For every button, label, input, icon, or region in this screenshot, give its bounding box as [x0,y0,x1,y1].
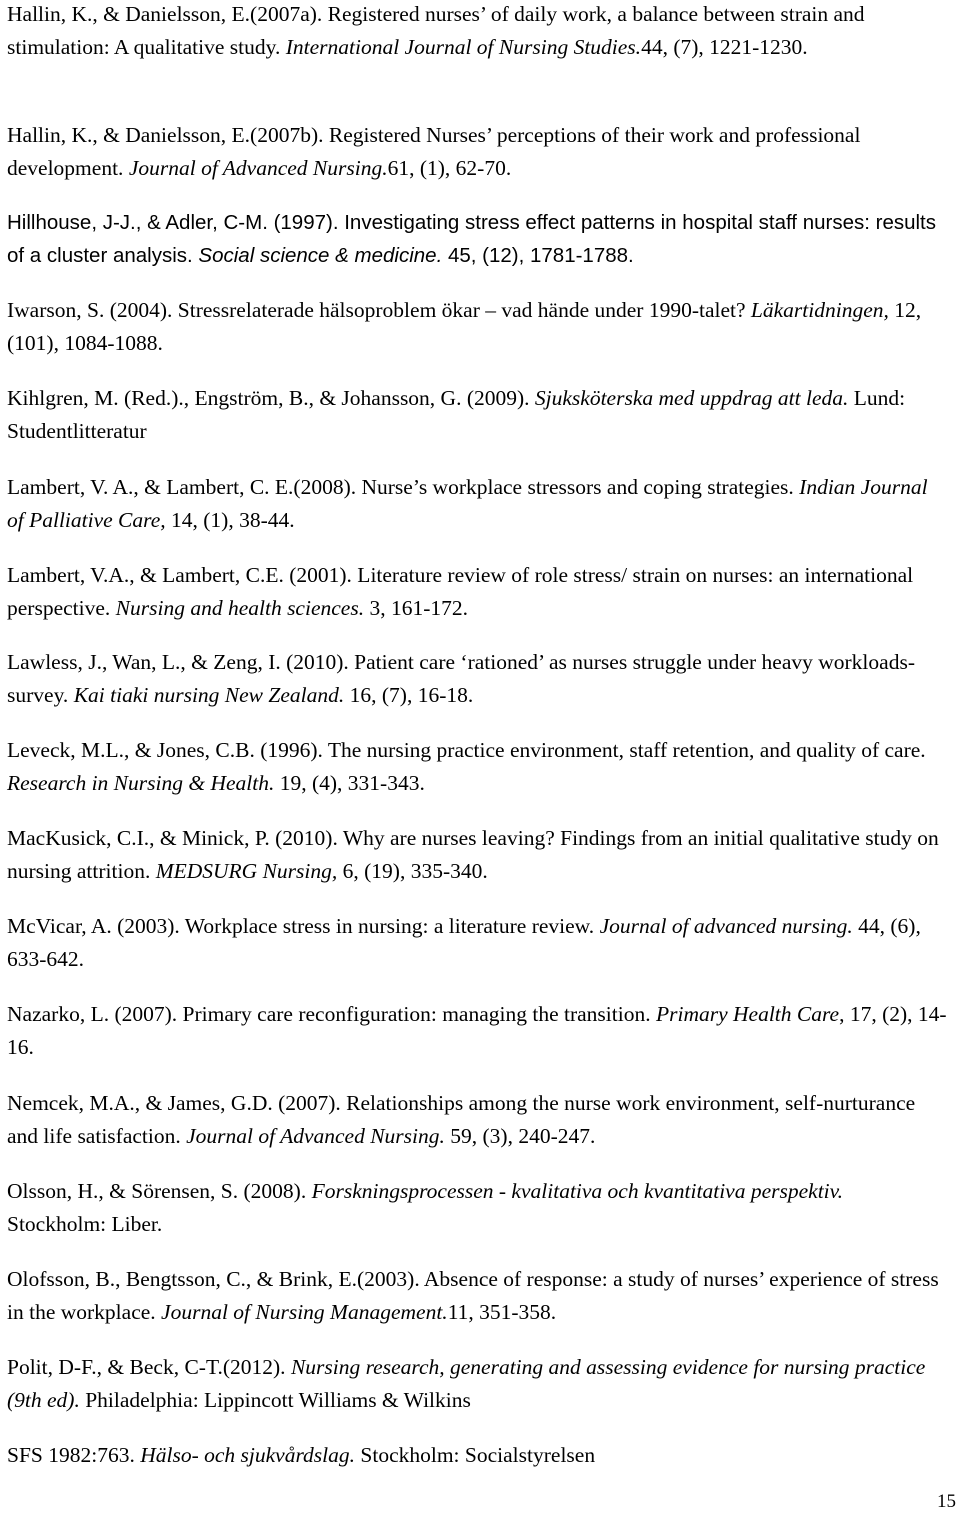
reference-text: 12, (101), 1084-1088. [7,298,922,355]
reference-title-italic: Journal of Advanced Nursing. [128,156,388,180]
reference-text: 3, 161-172. [364,596,468,620]
reference-text: Stockholm: Liber. [7,1212,163,1236]
reference-hillhouse-1997 [7,206,947,272]
reference-title-italic: Hälso- och sjukvårdslag. [140,1443,356,1467]
reference-text: 59, (3), 240-247. [444,1124,596,1148]
reference-title-italic: Nursing and health sciences. [115,596,365,620]
reference-text: Olsson, H., & Sörensen, S. (2008). [7,1179,312,1203]
reference-text: 6, (19), 335-340. [337,859,488,883]
reference-text: Hillhouse, J-J., & Adler, C-M. (1997). Investigating stress effect patterns in hospital staff nurses: results of a cluster analysis. [7,211,936,267]
reference-text: 19, (4), 331-343. [274,771,425,795]
reference-hallin-2007a [7,0,947,64]
reference-leveck-1996 [7,734,947,800]
reference-text: Hallin, K., & Danielsson, E.(2007b). Registered Nurses’ perceptions of their work and professional development. [7,123,861,180]
reference-nemcek-2007 [7,1087,947,1153]
reference-title-italic: Social science & medicine. [198,244,443,267]
reference-title-italic: Journal of Nursing Management. [161,1300,448,1324]
reference-title-italic: Research in Nursing & Health. [7,771,275,795]
reference-text: Lund: Studentlitteratur [7,386,906,443]
reference-text: MacKusick, C.I., & Minick, P. (2010). Why are nurses leaving? Findings from an initial qualitative study on nursing attrition. [7,826,939,883]
reference-text: McVicar, A. (2003). Workplace stress in nursing: a literature review. [7,914,600,938]
reference-title-italic: Journal of advanced nursing. [599,914,853,938]
reference-text: Leveck, M.L., & Jones, C.B. (1996). The nursing practice environment, staff retention, and quality of care. [7,738,926,762]
reference-text: Nemcek, M.A., & James, G.D. (2007). Relationships among the nurse work environment, self-nurturance and life satisfaction. [7,1091,916,1148]
page-number: 15 [937,1491,956,1512]
reference-mackusick-2010 [7,822,947,888]
reference-text: Olofsson, B., Bengtsson, C., & Brink, E.(2003). Absence of response: a study of nurses’ experience of stress in the workplace. [7,1267,939,1324]
reference-text: Philadelphia: Lippincott Williams & Wilkins [79,1388,471,1412]
reference-title-italic: Journal of Advanced Nursing. [186,1124,445,1148]
reference-title-italic: International Journal of Nursing Studies. [285,35,642,59]
reference-title-italic: Indian Journal of Palliative Care, [7,475,928,532]
reference-polit-2012 [7,1351,947,1417]
reference-text: 11, 351-358. [447,1300,557,1324]
reference-text: Lambert, V.A., & Lambert, C.E. (2001). Literature review of role stress/ strain on nurses: an international perspective. [7,563,914,620]
reference-text: Hallin, K., & Danielsson, E.(2007a). Registered nurses’ of daily work, a balance between strain and stimulation: A qualitative study. [7,2,865,59]
reference-text: Lambert, V. A., & Lambert, C. E.(2008). Nurse’s workplace stressors and coping strategies. [7,475,800,499]
reference-title-italic: Läkartidningen, [750,298,889,322]
reference-text: 44, (6), 633-642. [7,914,921,971]
reference-text: Iwarson, S. (2004). Stressrelaterade hälsoproblem ökar – vad hände under 1990-talet? [7,298,751,322]
reference-text: , 17, (2), 14-16. [7,1002,947,1059]
reference-text: 61, (1), 62-70. [387,156,512,180]
reference-text: Kihlgren, M. (Red.)., Engström, B., & Johansson, G. (2009). [7,386,535,410]
reference-text: Lawless, J., Wan, L., & Zeng, I. (2010). Patient care ‘rationed’ as nurses struggle under heavy workloads- survey. [7,650,915,707]
reference-text: Polit, D-F., & Beck, C-T.(2012). [7,1355,291,1379]
reference-title-italic: Forskningsprocessen - kvalitativa och kvantitativa perspektiv. [311,1179,843,1203]
reference-iwarson-2004 [7,294,947,360]
reference-text: 14, (1), 38-44. [165,508,295,532]
reference-olofsson-2003 [7,1263,947,1329]
reference-text: Stockholm: Socialstyrelsen [355,1443,596,1467]
reference-lawless-2010 [7,646,947,712]
reference-title-italic: Sjuksköterska med uppdrag att leda. [534,386,849,410]
reference-olsson-2008 [7,1175,947,1241]
reference-text: Nazarko, L. (2007). Primary care reconfiguration: managing the transition. [7,1002,656,1026]
reference-text: SFS 1982:763. [7,1443,141,1467]
reference-title-italic: MEDSURG Nursing, [155,859,338,883]
reference-title-italic: Kai tiaki nursing New Zealand. [73,683,345,707]
reference-mcvicar-2003 [7,910,947,976]
reference-text: 16, (7), 16-18. [344,683,474,707]
reference-sfs-1982 [7,1439,947,1472]
reference-kihlgren-2009 [7,382,947,448]
reference-nazarko-2007 [7,998,947,1064]
reference-lambert-2001 [7,559,947,625]
reference-text: 44, (7), 1221-1230. [641,35,808,59]
reference-lambert-2008 [7,471,947,537]
reference-title-italic: Primary Health Care [655,1002,840,1026]
reference-text: 45, (12), 1781-1788. [442,244,634,267]
reference-hallin-2007b [7,119,947,185]
reference-title-italic: Nursing research, generating and assessing evidence for nursing practice (9th ed). [7,1355,926,1412]
